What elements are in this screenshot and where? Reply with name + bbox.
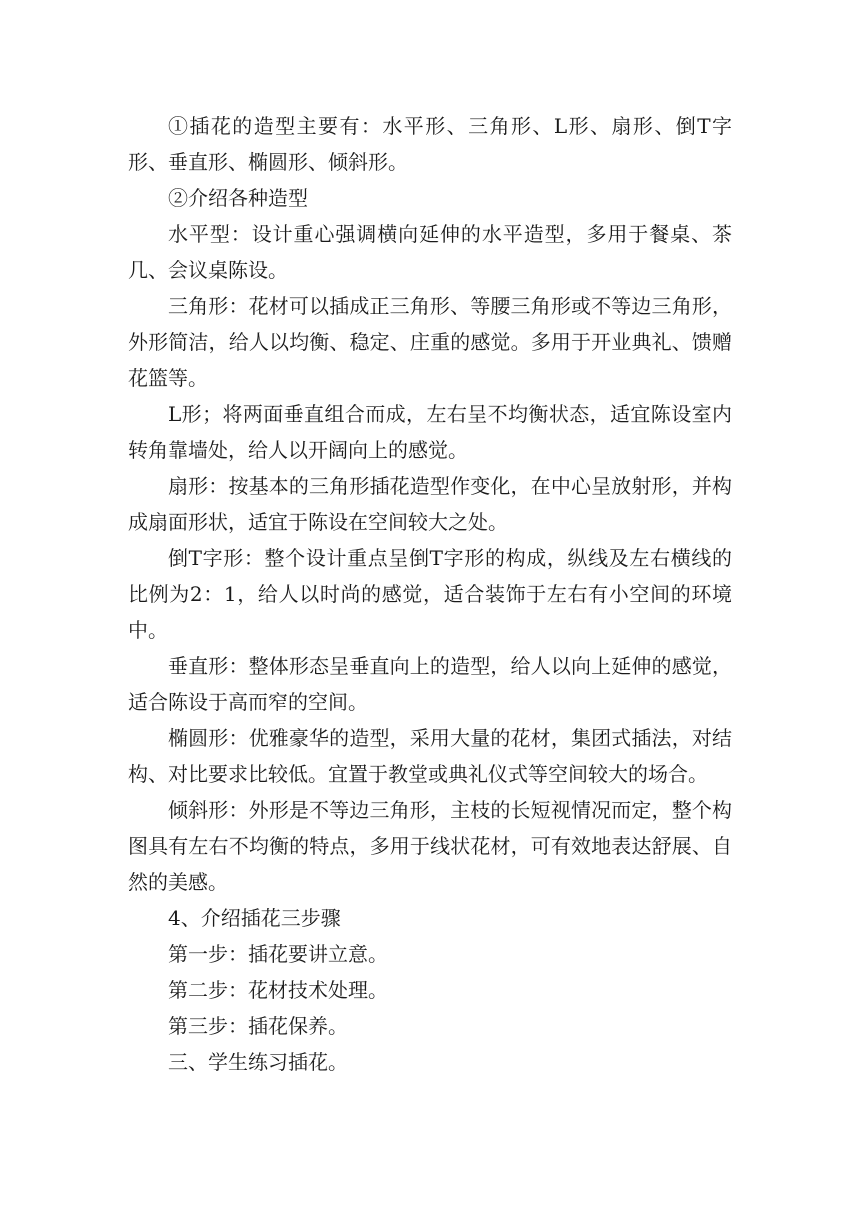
paragraph-shapes-intro-heading: ②介绍各种造型 xyxy=(168,186,308,210)
paragraph-inverted-t-shape: 倒T字形：整个设计重点呈倒T字形的构成，纵线及左右横线的比例为2：1，给人以时尚的感觉，适合装饰于左右有小空间的环境中。 xyxy=(128,546,732,642)
paragraph-horizontal-shape: 水平型：设计重心强调横向延伸的水平造型，多用于餐桌、茶几、会议桌陈设。 xyxy=(128,222,732,282)
paragraph-triangle-shape: 三角形：花材可以插成正三角形、等腰三角形或不等边三角形，外形简洁，给人以均衡、稳定、庄重的感觉。多用于开业典礼、馈赠花篮等。 xyxy=(128,294,732,390)
paragraph-fan-shape: 扇形：按基本的三角形插花造型作变化，在中心呈放射形，并构成扇面形状，适宜于陈设在空间较大之处。 xyxy=(128,474,732,534)
paragraph-shapes-overview: ①插花的造型主要有：水平形、三角形、L形、扇形、倒T字形、垂直形、椭圆形、倾斜形。 xyxy=(128,114,732,174)
paragraph-student-practice: 三、学生练习插花。 xyxy=(168,1050,348,1074)
document-body xyxy=(128,108,732,1080)
paragraph-oval-shape: 椭圆形：优雅豪华的造型，采用大量的花材，集团式插法，对结构、对比要求比较低。宜置于教堂或典礼仪式等空间较大的场合。 xyxy=(128,726,732,786)
paragraph-slanted-shape: 倾斜形：外形是不等边三角形，主枝的长短视情况而定，整个构图具有左右不均衡的特点，多用于线状花材，可有效地表达舒展、自然的美感。 xyxy=(128,798,732,894)
paragraph-step-three: 第三步：插花保养。 xyxy=(168,1014,348,1038)
paragraph-three-steps-heading: 4、介绍插花三步骤 xyxy=(168,906,341,930)
paragraph-l-shape: L形；将两面垂直组合而成，左右呈不均衡状态，适宜陈设室内转角靠墙处，给人以开阔向上的感觉。 xyxy=(128,402,732,462)
paragraph-step-two: 第二步：花材技术处理。 xyxy=(168,978,388,1002)
paragraph-vertical-shape: 垂直形：整体形态呈垂直向上的造型，给人以向上延伸的感觉，适合陈设于高而窄的空间。 xyxy=(128,654,732,714)
paragraph-step-one: 第一步：插花要讲立意。 xyxy=(168,942,388,966)
